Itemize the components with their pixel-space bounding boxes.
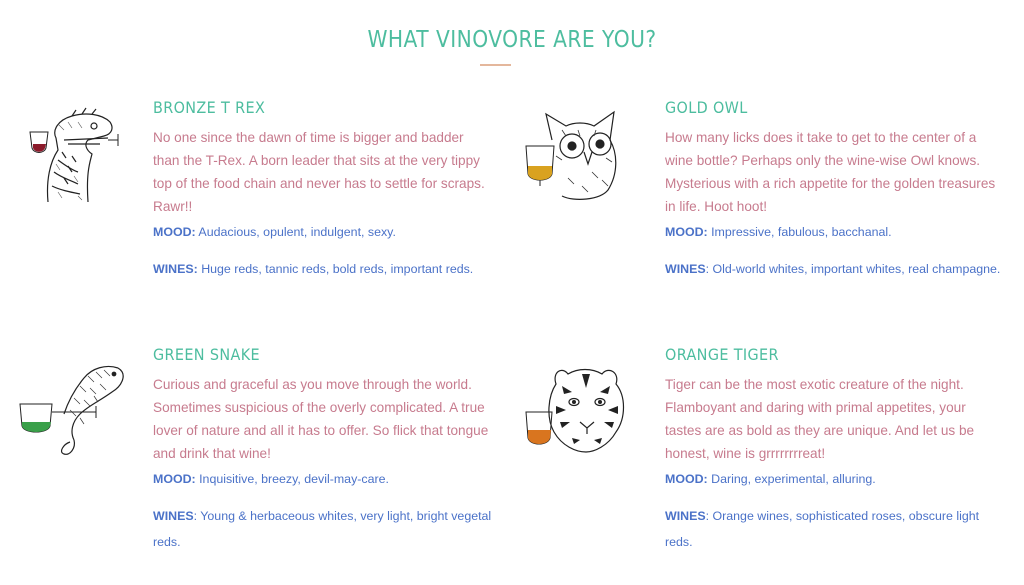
- wines-label: WINES: [665, 509, 706, 523]
- wines-label: WINES:: [153, 262, 198, 276]
- mood-text: Inquisitive, breezy, devil-may-care.: [195, 472, 389, 486]
- card-description: Curious and graceful as you move through the world. Sometimes suspicious of the overly complicated. A true lover of nature and all it has to offer. So flick that tongue and drink that wine!: [153, 377, 489, 461]
- card-heading: ORANGE TIGER: [665, 345, 779, 364]
- card-description: Tiger can be the most exotic creature of the night. Flamboyant and daring with primal appetites, your tastes are as bold as they are unique. And let us be honest, wine is grrrrrrrreat!: [665, 377, 975, 461]
- mood-label: MOOD:: [153, 225, 196, 239]
- wines-text: : Orange wines, sophisticated roses, obscure light reds.: [665, 509, 980, 549]
- vinovore-card-tiger: [665, 345, 1005, 555]
- mood-text: Impressive, fabulous, bacchanal.: [707, 225, 892, 239]
- wines-text: Huge reds, tannic reds, bold reds, important reds.: [197, 262, 474, 276]
- wines-label: WINES: [665, 262, 706, 276]
- card-mood: [153, 222, 493, 243]
- card-mood: [665, 222, 1005, 243]
- card-wines: [665, 256, 1005, 282]
- trex-wine-glass-icon: [28, 100, 138, 210]
- card-description: How many licks does it take to get to the center of a wine bottle? Perhaps only the wine-wise Owl knows. Mysterious with a rich appetite for the golden treasures in life. Hoot hoot!: [665, 130, 996, 214]
- wines-label: WINES: [153, 509, 194, 523]
- card-heading: GOLD OWL: [665, 98, 748, 117]
- wines-text: : Young & herbaceous whites, very light, bright vegetal reds.: [153, 509, 492, 549]
- card-mood: [153, 469, 493, 490]
- mood-label: MOOD:: [153, 472, 196, 486]
- title-divider: [480, 64, 511, 66]
- snake-wine-glass-icon: [18, 356, 128, 466]
- mood-label: MOOD:: [665, 225, 708, 239]
- vinovore-card-owl: [665, 98, 1005, 282]
- card-wines: [153, 503, 493, 555]
- vinovore-card-snake: [153, 345, 493, 555]
- card-description: No one since the dawn of time is bigger and badder than the T-Rex. A born leader that sits at the very tippy top of the food chain and never has to settle for scraps. Rawr!!: [153, 130, 485, 214]
- page-title: WHAT VINOVORE ARE YOU?: [367, 27, 657, 53]
- vinovore-card-trex: [153, 98, 493, 282]
- mood-text: Audacious, opulent, indulgent, sexy.: [195, 225, 396, 239]
- card-wines: [153, 256, 493, 282]
- card-wines: [665, 503, 1005, 555]
- owl-wine-glass-icon: [522, 100, 632, 210]
- wines-text: : Old-world whites, important whites, real champagne.: [705, 262, 1001, 276]
- tiger-wine-glass-icon: [522, 356, 632, 466]
- mood-label: MOOD:: [665, 472, 708, 486]
- card-mood: [665, 469, 1005, 490]
- card-heading: BRONZE T REX: [153, 98, 266, 117]
- card-heading: GREEN SNAKE: [153, 345, 260, 364]
- mood-text: Daring, experimental, alluring.: [707, 472, 876, 486]
